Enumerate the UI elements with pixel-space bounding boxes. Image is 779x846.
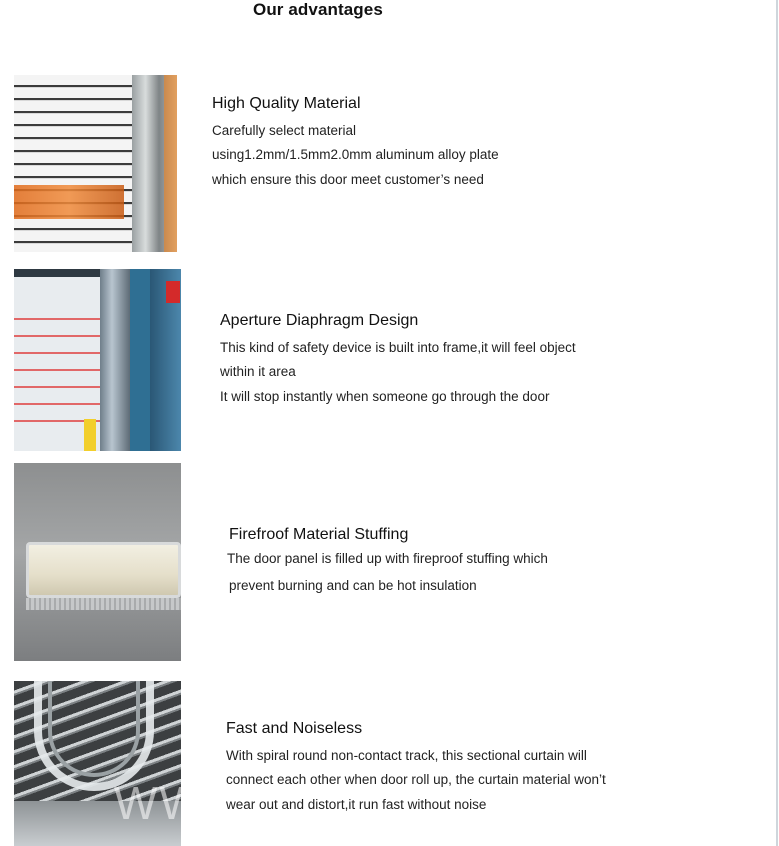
section-text-line: within it area: [220, 364, 296, 379]
section-text-line: wear out and distort,it run fast without noise: [226, 797, 487, 812]
section-text-line: which ensure this door meet customer’s need: [212, 172, 484, 187]
right-border-rule: [776, 0, 778, 846]
watermark: WW: [114, 777, 205, 829]
section-text-line: prevent burning and can be hot insulation: [229, 578, 477, 593]
section-title-firefroof-material-stuffing: Firefroof Material Stuffing: [229, 526, 409, 543]
section-title-fast-and-noiseless: Fast and Noiseless: [226, 720, 363, 737]
light-curtain-photo: [14, 269, 181, 451]
page-title: Our advantages: [253, 0, 383, 19]
section-title-aperture-diaphragm-design: Aperture Diaphragm Design: [220, 312, 419, 329]
section-text-line: using1.2mm/1.5mm2.0mm aluminum alloy plate: [212, 147, 499, 162]
section-text-line: With spiral round non-contact track, this sectional curtain will: [226, 748, 587, 763]
section-text-line: This kind of safety device is built into frame,it will feel object: [220, 340, 576, 355]
section-text-line: connect each other when door roll up, the curtain material won’t: [226, 772, 606, 787]
section-text-line: Carefully select material: [212, 123, 357, 138]
aluminum-slats-photo: [14, 75, 177, 252]
fireproof-panel-photo: [14, 463, 181, 661]
section-title-high-quality-material: High Quality Material: [212, 95, 361, 112]
section-text-line: It will stop instantly when someone go through the door: [220, 389, 550, 404]
section-text-line: The door panel is filled up with fireproof stuffing which: [227, 551, 548, 566]
